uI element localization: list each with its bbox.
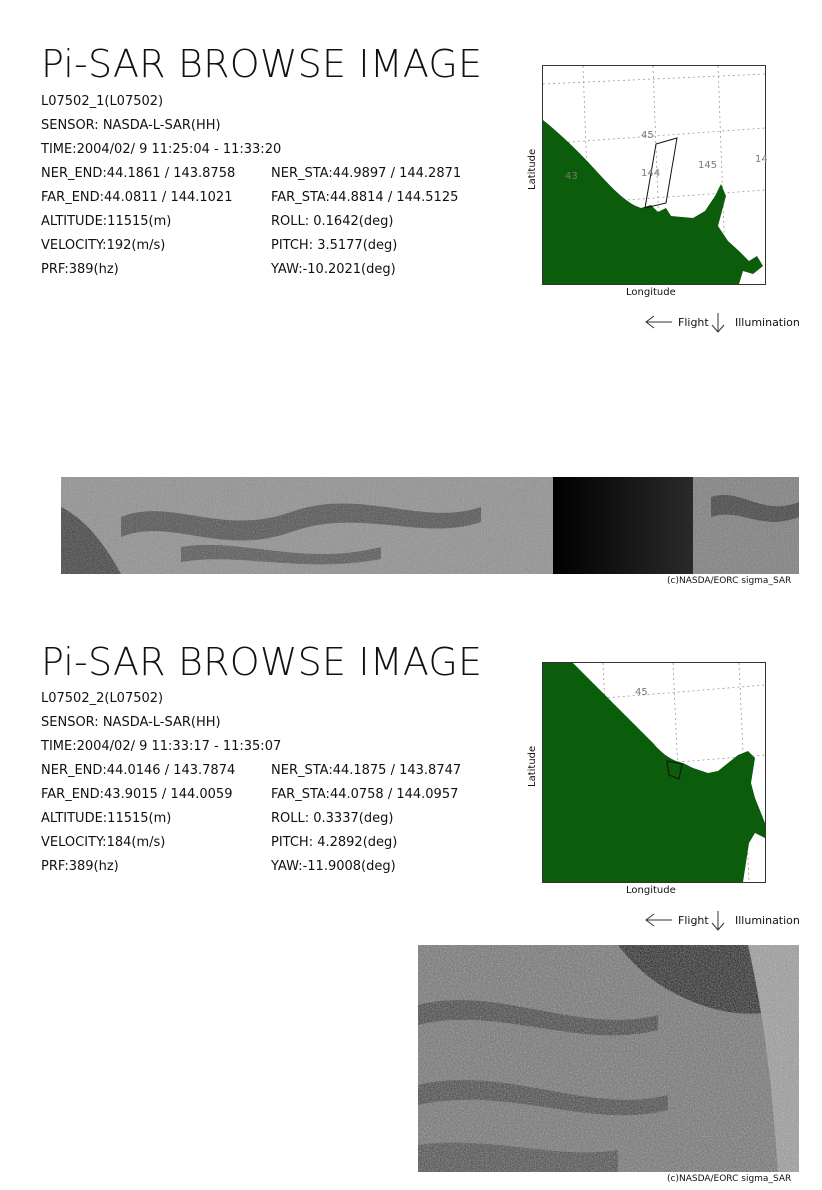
velocity: VELOCITY:192(m/s) bbox=[41, 238, 166, 253]
location-map bbox=[542, 662, 766, 883]
image-credit: (c)NASDA/EORC sigma_SAR bbox=[667, 1174, 792, 1184]
grid-label-43: 43 bbox=[565, 171, 578, 182]
scene-id: L07502_2(L07502) bbox=[41, 691, 164, 706]
land-area bbox=[543, 663, 765, 882]
prf: PRF:389(hz) bbox=[41, 859, 119, 874]
arrow-left-icon bbox=[644, 314, 674, 330]
far-sta: FAR_STA:44.8814 / 144.5125 bbox=[271, 190, 459, 205]
arrow-down-icon bbox=[710, 312, 726, 334]
page-title: Pi-SAR BROWSE IMAGE bbox=[41, 42, 483, 86]
location-map-svg bbox=[543, 66, 768, 284]
grid-label-145: 145 bbox=[698, 160, 718, 171]
illumination-label: Illumination bbox=[735, 914, 800, 927]
arrow-down-icon bbox=[710, 910, 726, 932]
altitude: ALTITUDE:11515(m) bbox=[41, 214, 172, 229]
flight-label: Flight bbox=[678, 914, 709, 927]
roll: ROLL: 0.3337(deg) bbox=[271, 811, 394, 826]
ner-end: NER_END:44.0146 / 143.7874 bbox=[41, 763, 236, 778]
arrow-left-icon bbox=[644, 912, 674, 928]
image-credit: (c)NASDA/EORC sigma_SAR bbox=[667, 576, 792, 586]
far-end: FAR_END:44.0811 / 144.1021 bbox=[41, 190, 233, 205]
far-sta: FAR_STA:44.0758 / 144.0957 bbox=[271, 787, 459, 802]
prf: PRF:389(hz) bbox=[41, 262, 119, 277]
grid-label-45: 45 bbox=[635, 687, 648, 698]
altitude: ALTITUDE:11515(m) bbox=[41, 811, 172, 826]
ner-end: NER_END:44.1861 / 143.8758 bbox=[41, 166, 236, 181]
ner-sta: NER_STA:44.1875 / 143.8747 bbox=[271, 763, 462, 778]
sar-browse-image bbox=[418, 945, 799, 1172]
velocity: VELOCITY:184(m/s) bbox=[41, 835, 166, 850]
yaw: YAW:-10.2021(deg) bbox=[271, 262, 396, 277]
sensor-info: SENSOR: NASDA-L-SAR(HH) bbox=[41, 715, 221, 730]
far-end: FAR_END:43.9015 / 144.0059 bbox=[41, 787, 233, 802]
pitch: PITCH: 3.5177(deg) bbox=[271, 238, 398, 253]
page-title: Pi-SAR BROWSE IMAGE bbox=[41, 640, 483, 684]
yaw: YAW:-11.9008(deg) bbox=[271, 859, 396, 874]
time-info: TIME:2004/02/ 9 11:33:17 - 11:35:07 bbox=[41, 739, 282, 754]
sensor-info: SENSOR: NASDA-L-SAR(HH) bbox=[41, 118, 221, 133]
map-x-label: Longitude bbox=[626, 885, 676, 896]
land-area bbox=[543, 120, 763, 284]
map-y-label: Latitude bbox=[527, 745, 538, 787]
ner-sta: NER_STA:44.9897 / 144.2871 bbox=[271, 166, 462, 181]
flight-label: Flight bbox=[678, 316, 709, 329]
grid-label-144: 144 bbox=[641, 168, 661, 179]
location-map-svg bbox=[543, 663, 765, 882]
scene-id: L07502_1(L07502) bbox=[41, 94, 164, 109]
roll: ROLL: 0.1642(deg) bbox=[271, 214, 394, 229]
map-x-label: Longitude bbox=[626, 287, 676, 298]
sar-browse-image bbox=[61, 477, 799, 574]
location-map bbox=[542, 65, 766, 285]
illumination-label: Illumination bbox=[735, 316, 800, 329]
map-y-label: Latitude bbox=[527, 148, 538, 190]
time-info: TIME:2004/02/ 9 11:25:04 - 11:33:20 bbox=[41, 142, 282, 157]
grid-label-45: 45 bbox=[641, 130, 654, 141]
grid-label-14: 14 bbox=[755, 154, 768, 165]
pitch: PITCH: 4.2892(deg) bbox=[271, 835, 398, 850]
